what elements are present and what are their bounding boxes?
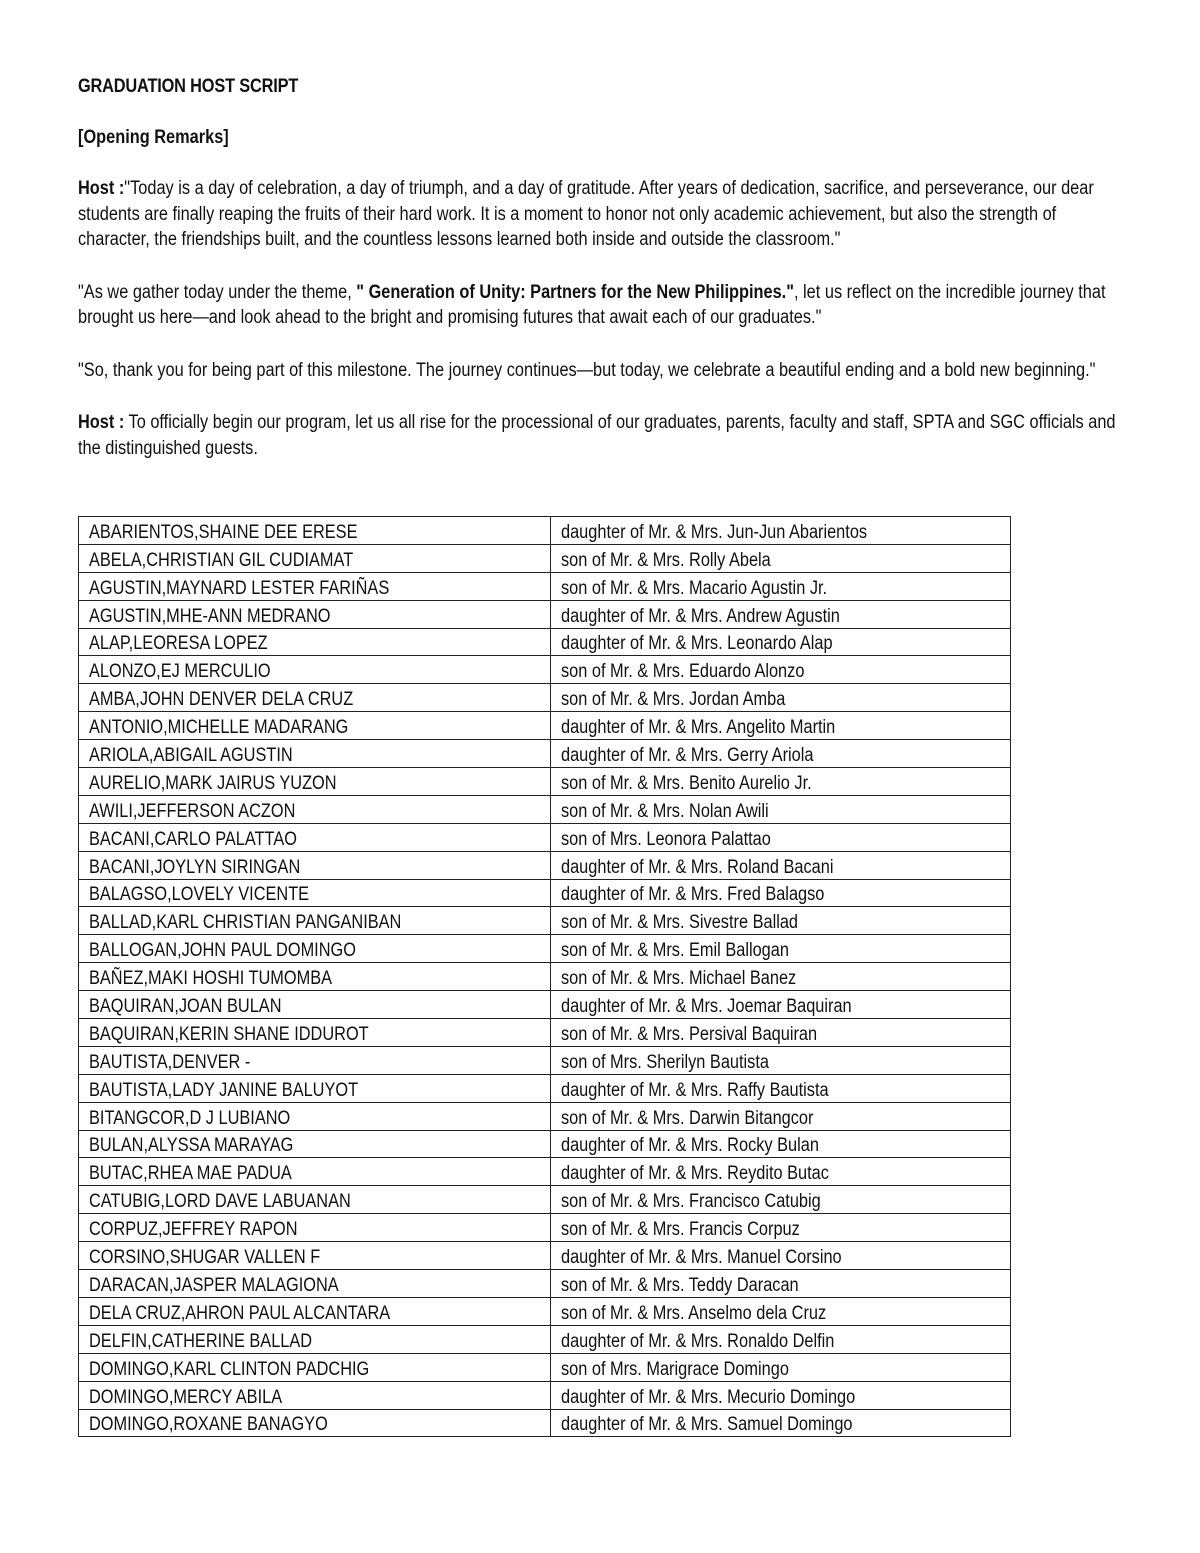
parents-cell [551,1158,1011,1186]
graduate-name: ABELA,CHRISTIAN GIL CUDIAMAT [89,549,354,571]
parents-text: son of Mr. & Mrs. Teddy Daracan [561,1274,799,1296]
parents-text: daughter of Mr. & Mrs. Samuel Domingo [561,1414,853,1436]
graduate-name-cell [79,544,551,572]
parents-cell [551,572,1011,600]
graduate-name: DOMINGO,ROXANE BANAGYO [89,1414,328,1436]
paragraph-text: To officially begin our program, let us all rise for the processional of our graduates, parents, faculty and staff, SPTA and SGC officials and the distinguished guests. [78,412,1116,459]
graduates-table [78,516,1011,1437]
table-row [79,823,1011,851]
parents-cell [551,544,1011,572]
parents-text: daughter of Mr. & Mrs. Rocky Bulan [561,1135,819,1157]
graduate-name-cell [79,795,551,823]
parents-text: son of Mr. & Mrs. Nolan Awili [561,800,769,822]
table-row [79,1046,1011,1074]
graduate-name: AURELIO,MARK JAIRUS YUZON [89,772,337,794]
table-row [79,544,1011,572]
table-row [79,1381,1011,1409]
graduate-name: DELA CRUZ,AHRON PAUL ALCANTARA [89,1302,391,1324]
table-row [79,1130,1011,1158]
table-row [79,851,1011,879]
graduate-name: AGUSTIN,MHE-ANN MEDRANO [89,605,331,627]
table-row [79,1214,1011,1242]
parents-cell [551,1270,1011,1298]
graduate-name-cell [79,1158,551,1186]
graduate-name: ALONZO,EJ MERCULIO [89,661,271,683]
graduate-name-cell [79,1046,551,1074]
graduate-name-cell [79,656,551,684]
paragraph-text: "Today is a day of celebration, a day of triumph, and a day of gratitude. After years of dedication, sacrifice, and perseverance, our dear students are finally reaping the fruits of their hard work. It is a moment to honor not only academic achievement, but also the strength of character, the friendships built, and the countless lessons learned both inside and outside the classroom." [78,178,1094,250]
graduate-name: BALLAD,KARL CHRISTIAN PANGANIBAN [89,912,402,934]
table-row [79,600,1011,628]
parents-cell [551,1214,1011,1242]
parents-cell [551,768,1011,796]
graduate-name: BAÑEZ,MAKI HOSHI TUMOMBA [89,968,333,990]
parents-cell [551,1102,1011,1130]
paragraph-text: , let us reflect on the incredible journey that brought us here—and look ahead to the bright and promising futures that await each of our graduates." [78,281,1106,328]
graduate-name: CATUBIG,LORD DAVE LABUANAN [89,1191,351,1213]
graduate-name: DOMINGO,MERCY ABILA [89,1386,283,1408]
parents-text: son of Mr. & Mrs. Anselmo dela Cruz [561,1302,827,1324]
table-row [79,628,1011,656]
table-row [79,963,1011,991]
parents-text: daughter of Mr. & Mrs. Fred Balagso [561,884,825,906]
table-row [79,907,1011,935]
table-row [79,1242,1011,1270]
parents-text: son of Mr. & Mrs. Jordan Amba [561,689,786,711]
paragraph-processional [78,410,1123,461]
parents-cell [551,1046,1011,1074]
table-row [79,517,1011,545]
parents-cell [551,1074,1011,1102]
table-row [79,1325,1011,1353]
graduate-name-cell [79,684,551,712]
section-heading: [Opening Remarks] [78,127,229,148]
parents-text: son of Mr. & Mrs. Benito Aurelio Jr. [561,772,812,794]
table-row [79,1019,1011,1047]
parents-text: son of Mr. & Mrs. Francisco Catubig [561,1191,821,1213]
paragraph-opening [78,176,1123,253]
parents-cell [551,1242,1011,1270]
graduate-name: BALAGSO,LOVELY VICENTE [89,884,310,906]
parents-cell [551,907,1011,935]
table-row [79,1353,1011,1381]
graduate-name-cell [79,907,551,935]
parents-cell [551,600,1011,628]
graduate-name: DARACAN,JASPER MALAGIONA [89,1274,339,1296]
paragraph-thanks: "So, thank you for being part of this milestone. The journey continues—but today, we celebrate a beautiful ending and a bold new beginning." [78,359,1096,381]
graduate-name: ALAP,LEORESA LOPEZ [89,633,268,655]
graduate-name-cell [79,1409,551,1437]
parents-text: daughter of Mr. & Mrs. Andrew Agustin [561,605,840,627]
parents-text: son of Mrs. Sherilyn Bautista [561,1051,769,1073]
parents-cell [551,1325,1011,1353]
graduate-name: BACANI,CARLO PALATTAO [89,828,297,850]
graduate-name-cell [79,1381,551,1409]
graduate-name: DOMINGO,KARL CLINTON PADCHIG [89,1358,370,1380]
parents-cell [551,879,1011,907]
graduate-name-cell [79,1353,551,1381]
parents-cell [551,1297,1011,1325]
table-row [79,879,1011,907]
document-body [78,76,1123,461]
table-row [79,572,1011,600]
parents-cell [551,1130,1011,1158]
graduate-name: ABARIENTOS,SHAINE DEE ERESE [89,521,358,543]
graduate-name: BULAN,ALYSSA MARAYAG [89,1135,294,1157]
graduate-name-cell [79,1214,551,1242]
graduate-name-cell [79,823,551,851]
parents-text: daughter of Mr. & Mrs. Angelito Martin [561,717,836,739]
parents-text: son of Mr. & Mrs. Emil Ballogan [561,940,789,962]
table-row [79,1074,1011,1102]
speaker-label: Host : [78,412,125,433]
graduate-name-cell [79,712,551,740]
parents-cell [551,1353,1011,1381]
graduate-name-cell [79,991,551,1019]
graduate-name-cell [79,600,551,628]
graduate-name-cell [79,1130,551,1158]
table-row [79,656,1011,684]
parents-cell [551,740,1011,768]
graduate-name-cell [79,963,551,991]
graduate-name: BUTAC,RHEA MAE PADUA [89,1163,292,1185]
graduate-name-cell [79,768,551,796]
parents-text: daughter of Mr. & Mrs. Manuel Corsino [561,1247,842,1269]
parents-text: son of Mr. & Mrs. Rolly Abela [561,549,771,571]
parents-text: son of Mr. & Mrs. Darwin Bitangcor [561,1107,814,1129]
parents-text: son of Mrs. Marigrace Domingo [561,1358,789,1380]
graduate-name-cell [79,879,551,907]
parents-text: son of Mr. & Mrs. Macario Agustin Jr. [561,577,828,599]
parents-text: son of Mr. & Mrs. Sivestre Ballad [561,912,799,934]
parents-text: daughter of Mr. & Mrs. Raffy Bautista [561,1079,829,1101]
graduate-name-cell [79,851,551,879]
graduate-name: AMBA,JOHN DENVER DELA CRUZ [89,689,354,711]
graduate-name: BAQUIRAN,KERIN SHANE IDDUROT [89,1023,369,1045]
parents-text: daughter of Mr. & Mrs. Reydito Butac [561,1163,829,1185]
table-row [79,712,1011,740]
graduate-name-cell [79,935,551,963]
table-row [79,1102,1011,1130]
graduate-name-cell [79,740,551,768]
parents-cell [551,517,1011,545]
graduate-name-cell [79,1019,551,1047]
table-row [79,1186,1011,1214]
parents-cell [551,684,1011,712]
graduate-name: DELFIN,CATHERINE BALLAD [89,1330,313,1352]
graduate-name-cell [79,517,551,545]
graduate-name: AWILI,JEFFERSON ACZON [89,800,296,822]
graduate-name-cell [79,628,551,656]
table-row [79,1270,1011,1298]
graduate-name-cell [79,1325,551,1353]
graduate-name: ARIOLA,ABIGAIL AGUSTIN [89,745,293,767]
graduate-name-cell [79,1270,551,1298]
graduates-table-body [79,517,1011,1437]
graduate-name: BAUTISTA,LADY JANINE BALUYOT [89,1079,359,1101]
parents-cell [551,1186,1011,1214]
table-row [79,1409,1011,1437]
parents-text: daughter of Mr. & Mrs. Joemar Baquiran [561,996,852,1018]
graduate-name: CORPUZ,JEFFREY RAPON [89,1219,298,1241]
graduate-name: AGUSTIN,MAYNARD LESTER FARIÑAS [89,577,390,599]
table-row [79,1297,1011,1325]
parents-cell [551,963,1011,991]
parents-cell [551,795,1011,823]
parents-text: son of Mr. & Mrs. Francis Corpuz [561,1219,800,1241]
table-row [79,935,1011,963]
graduate-name: BACANI,JOYLYN SIRINGAN [89,856,301,878]
table-row [79,768,1011,796]
table-row [79,795,1011,823]
graduate-name-cell [79,1242,551,1270]
parents-text: daughter of Mr. & Mrs. Roland Bacani [561,856,834,878]
table-row [79,1158,1011,1186]
graduate-name-cell [79,1186,551,1214]
table-row [79,684,1011,712]
parents-text: daughter of Mr. & Mrs. Ronaldo Delfin [561,1330,835,1352]
parents-text: daughter of Mr. & Mrs. Gerry Ariola [561,745,814,767]
parents-cell [551,1381,1011,1409]
parents-cell [551,851,1011,879]
graduate-name: BAQUIRAN,JOAN BULAN [89,996,282,1018]
parents-text: son of Mr. & Mrs. Eduardo Alonzo [561,661,805,683]
table-row [79,740,1011,768]
parents-cell [551,656,1011,684]
table-row [79,991,1011,1019]
parents-cell [551,935,1011,963]
parents-cell [551,712,1011,740]
graduate-name: CORSINO,SHUGAR VALLEN F [89,1247,321,1269]
parents-text: son of Mrs. Leonora Palattao [561,828,771,850]
parents-text: daughter of Mr. & Mrs. Leonardo Alap [561,633,833,655]
document-title: GRADUATION HOST SCRIPT [78,76,299,97]
parents-text: daughter of Mr. & Mrs. Jun-Jun Abarientos [561,521,868,543]
parents-text: son of Mr. & Mrs. Michael Banez [561,968,797,990]
graduate-name-cell [79,1297,551,1325]
speaker-label: Host : [78,178,125,199]
paragraph-theme [78,280,1123,331]
parents-text: son of Mr. & Mrs. Persival Baquiran [561,1023,818,1045]
graduate-name: BALLOGAN,JOHN PAUL DOMINGO [89,940,356,962]
paragraph-text: "As we gather today under the theme, [78,281,357,303]
parents-cell [551,823,1011,851]
parents-text: daughter of Mr. & Mrs. Mecurio Domingo [561,1386,856,1408]
parents-cell [551,991,1011,1019]
parents-cell [551,1019,1011,1047]
graduate-name: BAUTISTA,DENVER - [89,1051,251,1073]
graduate-name: ANTONIO,MICHELLE MADARANG [89,717,349,739]
parents-cell [551,628,1011,656]
graduate-name: BITANGCOR,D J LUBIANO [89,1107,291,1129]
graduate-name-cell [79,1102,551,1130]
graduate-name-cell [79,1074,551,1102]
theme-text: " Generation of Unity: Partners for the New Philippines." [356,281,794,303]
graduate-name-cell [79,572,551,600]
parents-cell [551,1409,1011,1437]
